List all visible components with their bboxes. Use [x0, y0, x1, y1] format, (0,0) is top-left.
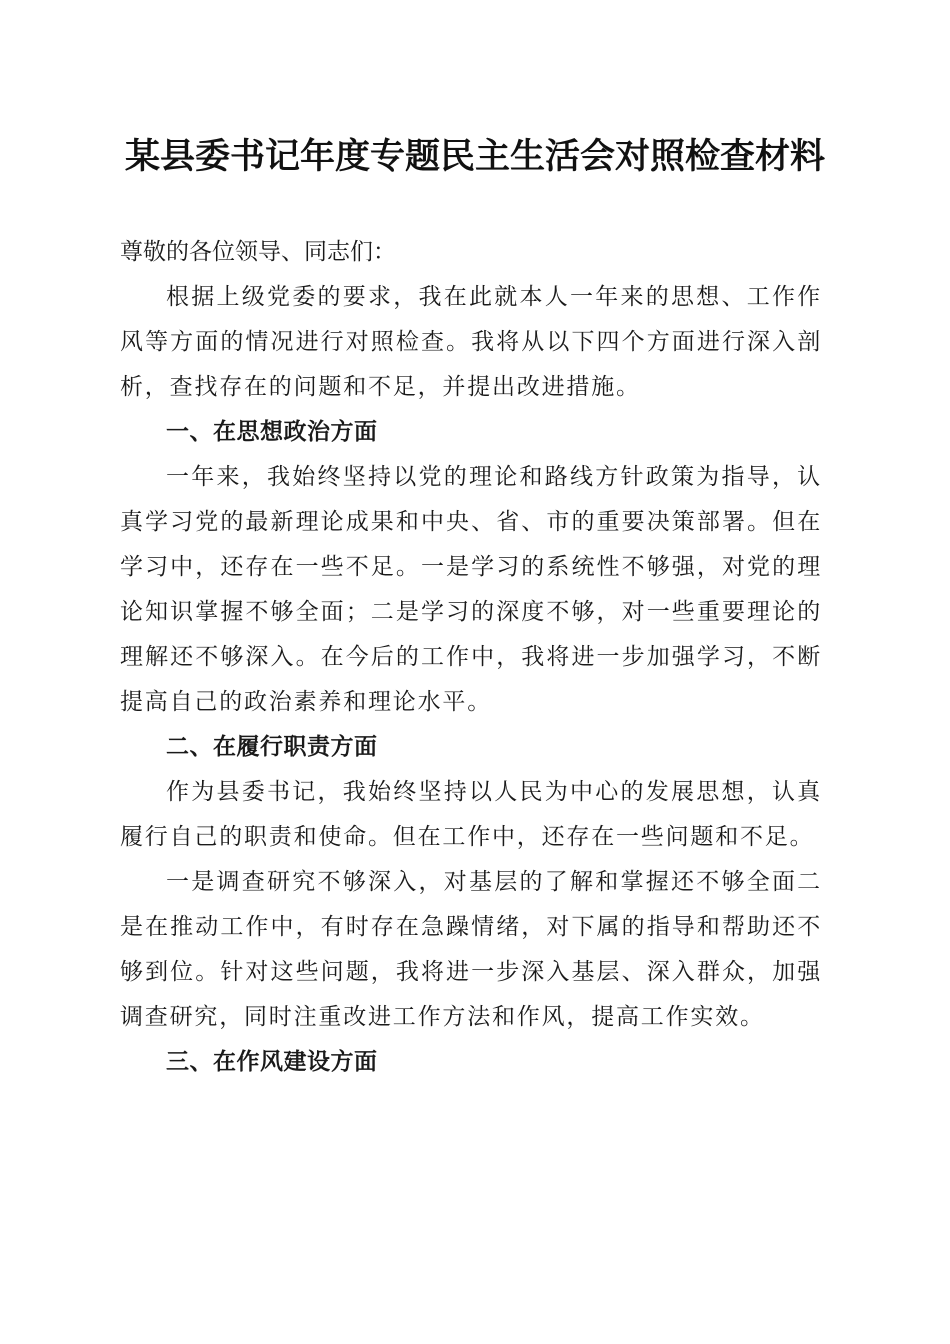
section-heading-3: 三、在作风建设方面 [166, 1049, 378, 1075]
intro-paragraph: 根据上级党委的要求，我在此就本人一年来的思想、工作作风等方面的情况进行对照检查。我将从以下四个方面进行深入剖析，查找存在的问题和不足，并提出改进措施。 [120, 284, 822, 400]
section-2-paragraph-2: 一是调查研究不够深入，对基层的了解和掌握还不够全面二是在推动工作中，有时存在急躁情绪，对下属的指导和帮助还不够到位。针对这些问题，我将进一步深入基层、深入群众，加强调查研究，同时注重改进工作方法和作风，提高工作实效。 [120, 869, 822, 1030]
document-body [120, 230, 822, 1085]
greeting: 尊敬的各位领导、同志们： [120, 239, 396, 265]
section-2-paragraph-1: 作为县委书记，我始终坚持以人民为中心的发展思想，认真履行自己的职责和使命。但在工作中，还存在一些问题和不足。 [120, 779, 822, 850]
section-heading-2: 二、在履行职责方面 [166, 734, 378, 760]
section-1-paragraph-1: 一年来，我始终坚持以党的理论和路线方针政策为指导，认真学习党的最新理论成果和中央、省、市的重要决策部署。但在学习中，还存在一些不足。一是学习的系统性不够强，对党的理论知识掌握不够全面；二是学习的深度不够，对一些重要理论的理解还不够深入。在今后的工作中，我将进一步加强学习，不断提高自己的政治素养和理论水平。 [120, 464, 822, 715]
section-heading-1: 一、在思想政治方面 [166, 419, 378, 445]
document-title: 某县委书记年度专题民主生活会对照检查材料 [124, 136, 825, 177]
